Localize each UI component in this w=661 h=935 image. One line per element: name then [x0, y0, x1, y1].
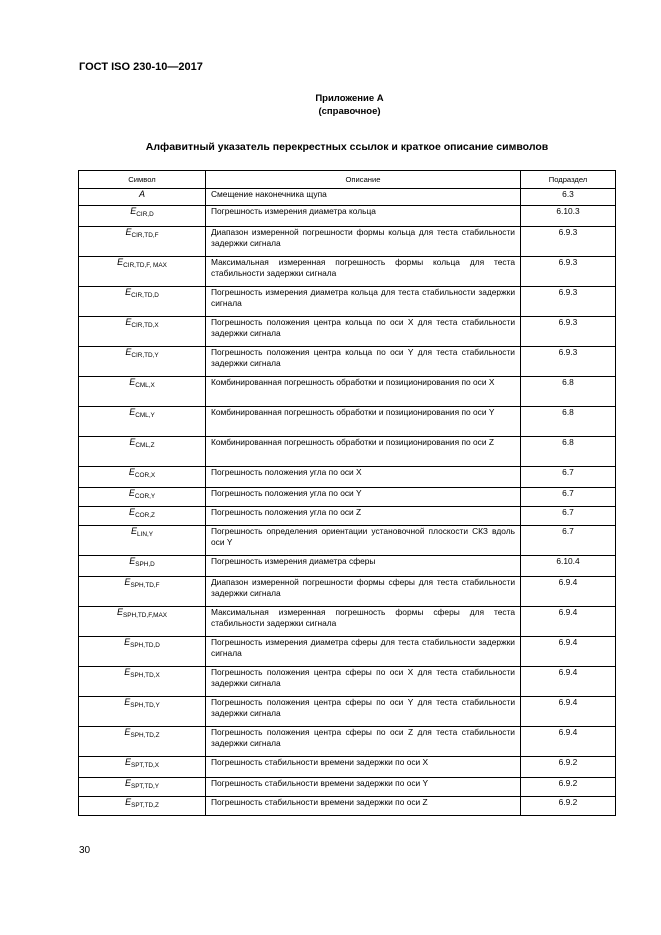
section-cell: 6.7: [521, 526, 616, 556]
symbol-letter: E: [124, 667, 131, 677]
table-row: [79, 377, 616, 407]
symbol-cell: [79, 797, 206, 816]
symbol-letter: E: [129, 556, 136, 566]
symbol-cell: [79, 727, 206, 757]
symbol-letter: E: [129, 407, 136, 417]
section-cell: 6.3: [521, 189, 616, 206]
table-row: [79, 637, 616, 667]
symbol-subscript: CML,X: [135, 382, 155, 389]
description-cell: Максимальная измеренная погрешность формы кольца для теста стабильности задержки сигнала: [206, 257, 521, 287]
symbol-subscript: CML,Z: [135, 442, 155, 449]
symbol-letter: E: [124, 577, 131, 587]
table-row: [79, 556, 616, 577]
section-cell: 6.9.4: [521, 667, 616, 697]
description-cell: Комбинированная погрешность обработки и позиционирования по оси X: [206, 377, 521, 407]
symbol-subscript: SPH,TD,Y: [130, 702, 160, 709]
symbol-subscript: CIR,TD,F: [131, 232, 159, 239]
description-cell: Смещение наконечника щупа: [206, 189, 521, 206]
symbol-cell: [79, 317, 206, 347]
symbol-letter: E: [124, 637, 131, 647]
symbol-subscript: COR,Y: [134, 493, 156, 500]
description-cell: Погрешность стабильности времени задержки по оси Z: [206, 797, 521, 816]
symbol-subscript: SPT,TD,Y: [130, 783, 160, 790]
symbol-cell: [79, 488, 206, 507]
symbol-cell: [79, 437, 206, 467]
table-row: [79, 757, 616, 778]
table-row: [79, 227, 616, 257]
section-cell: 6.9.4: [521, 637, 616, 667]
description-cell: Комбинированная погрешность обработки и позиционирования по оси Z: [206, 437, 521, 467]
symbol-letter: E: [129, 507, 136, 517]
description-cell: Погрешность положения центра сферы по оси Z для теста стабильности задержки сигнала: [206, 727, 521, 757]
symbol-letter: E: [131, 526, 138, 536]
description-cell: Погрешность положения угла по оси X: [206, 467, 521, 488]
symbol-letter: E: [128, 467, 135, 477]
appendix-heading: [0, 92, 661, 118]
index-title: Алфавитный указатель перекрестных ссылок и краткое описание символов: [145, 141, 549, 153]
description-cell: Погрешность стабильности времени задержки по оси Y: [206, 778, 521, 797]
symbol-letter: E: [124, 778, 131, 788]
section-cell: 6.8: [521, 407, 616, 437]
symbol-letter: E: [125, 227, 132, 237]
section-cell: 6.10.4: [521, 556, 616, 577]
section-cell: 6.8: [521, 437, 616, 467]
description-cell: Погрешность положения центра сферы по оси Y для теста стабильности задержки сигнала: [206, 697, 521, 727]
section-cell: 6.9.4: [521, 727, 616, 757]
section-cell: 6.9.2: [521, 797, 616, 816]
table-row: [79, 488, 616, 507]
symbol-subscript: LIN,Y: [137, 531, 153, 538]
symbol-cell: [79, 637, 206, 667]
section-cell: 6.8: [521, 377, 616, 407]
symbol-cell: [79, 189, 206, 206]
table-row: [79, 577, 616, 607]
section-cell: 6.10.3: [521, 206, 616, 227]
section-cell: 6.7: [521, 507, 616, 526]
symbol-subscript: SPH,TD,D: [130, 642, 160, 649]
symbol-cell: [79, 577, 206, 607]
description-cell: Погрешность положения центра кольца по оси Y для теста стабильности задержки сигнала: [206, 347, 521, 377]
symbol-cell: [79, 667, 206, 697]
symbol-letter: E: [124, 697, 131, 707]
symbol-subscript: CML,Y: [135, 412, 155, 419]
description-cell: Погрешность измерения диаметра сферы для теста стабильности задержки сигнала: [206, 637, 521, 667]
table-row: [79, 437, 616, 467]
table-header-row: [79, 171, 616, 189]
section-cell: 6.9.4: [521, 697, 616, 727]
section-cell: 6.9.2: [521, 757, 616, 778]
section-cell: 6.9.3: [521, 227, 616, 257]
symbol-subscript: CIR,D: [136, 211, 154, 218]
section-cell: 6.7: [521, 488, 616, 507]
description-cell: Диапазон измеренной погрешности формы кольца для теста стабильности задержки сигнала: [206, 227, 521, 257]
symbol-subscript: SPT,TD,X: [130, 762, 160, 769]
symbol-letter: E: [124, 727, 131, 737]
description-cell: Максимальная измеренная погрешность формы сферы для теста стабильности задержки сигнала: [206, 607, 521, 637]
symbol-letter: A: [138, 189, 145, 199]
symbol-subscript: SPH,TD,F,MAX: [122, 612, 168, 619]
symbol-subscript: CIR,TD,X: [131, 322, 159, 329]
symbol-letter: E: [124, 757, 131, 767]
table-row: [79, 697, 616, 727]
symbol-cell: [79, 407, 206, 437]
symbol-cell: [79, 227, 206, 257]
description-cell: Погрешность положения угла по оси Y: [206, 488, 521, 507]
document-standard-title: ГОСТ ISO 230-10—2017: [79, 61, 203, 73]
symbol-cell: [79, 556, 206, 577]
symbol-letter: E: [116, 607, 123, 617]
table-row: [79, 467, 616, 488]
description-cell: Погрешность измерения диаметра сферы: [206, 556, 521, 577]
column-header-section: Подраздел: [521, 171, 616, 189]
symbol-cell: [79, 206, 206, 227]
symbol-cell: [79, 467, 206, 488]
table-row: [79, 206, 616, 227]
symbol-letter: E: [117, 257, 124, 267]
section-cell: 6.9.2: [521, 778, 616, 797]
section-cell: 6.9.3: [521, 347, 616, 377]
table-row: [79, 347, 616, 377]
symbol-cell: [79, 287, 206, 317]
symbol-letter: E: [125, 797, 132, 807]
column-header-description: Описание: [206, 171, 521, 189]
section-cell: 6.7: [521, 467, 616, 488]
symbol-subscript: SPH,TD,F: [130, 582, 160, 589]
symbol-subscript: SPH,TD,X: [130, 672, 160, 679]
table-row: [79, 778, 616, 797]
symbol-subscript: SPH,TD,Z: [130, 732, 160, 739]
description-cell: Погрешность измерения диаметра кольца: [206, 206, 521, 227]
symbol-cell: [79, 377, 206, 407]
description-cell: Комбинированная погрешность обработки и позиционирования по оси Y: [206, 407, 521, 437]
symbol-subscript: COR,X: [134, 472, 156, 479]
table-row: [79, 607, 616, 637]
description-cell: Погрешность определения ориентации установочной плоскости СКЗ вдоль оси Y: [206, 526, 521, 556]
section-cell: 6.9.4: [521, 577, 616, 607]
symbol-subscript: CIR,TD,Y: [131, 352, 159, 359]
symbol-subscript: COR,Z: [135, 512, 155, 519]
description-cell: Погрешность положения центра кольца по оси X для теста стабильности задержки сигнала: [206, 317, 521, 347]
symbol-letter: E: [129, 377, 136, 387]
column-header-symbol: Символ: [79, 171, 206, 189]
symbol-subscript: SPT,TD,Z: [131, 802, 159, 809]
symbol-index-table: [78, 170, 616, 816]
symbol-cell: [79, 257, 206, 287]
symbol-letter: E: [125, 347, 132, 357]
symbol-cell: [79, 778, 206, 797]
symbol-subscript: CIR,TD,D: [131, 292, 159, 299]
symbol-cell: [79, 526, 206, 556]
description-cell: Диапазон измеренной погрешности формы сферы для теста стабильности задержки сигнала: [206, 577, 521, 607]
symbol-subscript: SPH,D: [135, 561, 155, 568]
symbol-subscript: CIR,TD,F, MAX: [123, 262, 167, 269]
section-cell: 6.9.3: [521, 317, 616, 347]
description-cell: Погрешность стабильности времени задержки по оси X: [206, 757, 521, 778]
symbol-cell: [79, 607, 206, 637]
table-row: [79, 507, 616, 526]
table-row: [79, 189, 616, 206]
description-cell: Погрешность измерения диаметра кольца для теста стабильности задержки сигнала: [206, 287, 521, 317]
description-cell: Погрешность положения центра сферы по оси X для теста стабильности задержки сигнала: [206, 667, 521, 697]
section-cell: 6.9.3: [521, 257, 616, 287]
symbol-letter: E: [129, 437, 136, 447]
appendix-note: (справочное): [318, 106, 381, 117]
symbol-letter: E: [125, 287, 132, 297]
symbol-cell: [79, 507, 206, 526]
section-cell: 6.9.3: [521, 287, 616, 317]
section-cell: 6.9.4: [521, 607, 616, 637]
symbol-cell: [79, 697, 206, 727]
table-row: [79, 287, 616, 317]
symbol-letter: E: [128, 488, 135, 498]
table-row: [79, 797, 616, 816]
description-cell: Погрешность положения угла по оси Z: [206, 507, 521, 526]
symbol-cell: [79, 347, 206, 377]
table-row: [79, 257, 616, 287]
table-row: [79, 667, 616, 697]
table-row: [79, 407, 616, 437]
page-number: 30: [79, 845, 91, 856]
symbol-cell: [79, 757, 206, 778]
symbol-letter: E: [125, 317, 132, 327]
table-row: [79, 317, 616, 347]
table-row: [79, 727, 616, 757]
table-row: [79, 526, 616, 556]
symbol-letter: E: [130, 206, 137, 216]
appendix-title: Приложение А: [315, 93, 384, 104]
